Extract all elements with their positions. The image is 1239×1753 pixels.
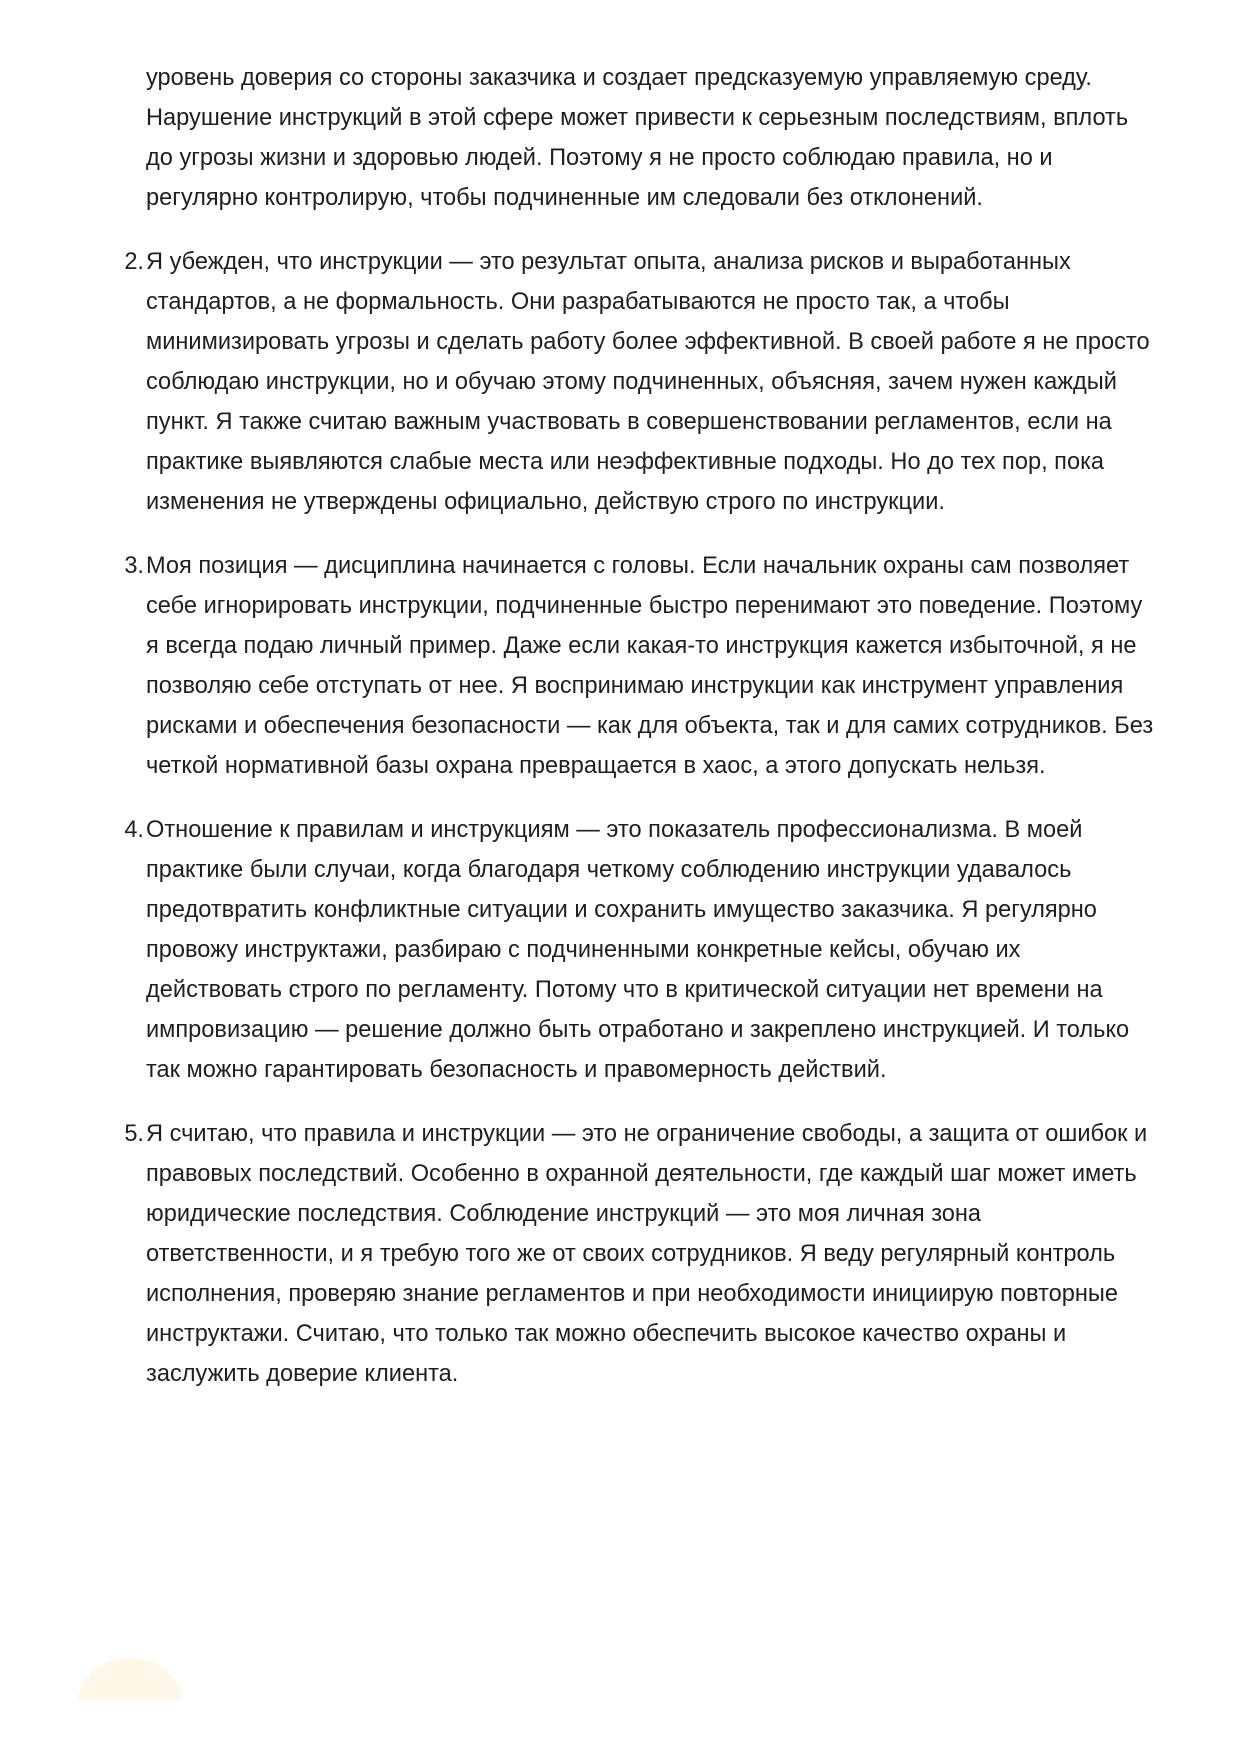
list-item-number: 2. — [124, 249, 144, 275]
list-item-number: 4. — [124, 817, 144, 843]
list-item-text: Моя позиция — дисциплина начинается с головы. Если начальник охраны сам позволяет себе игнорировать инструкции, подчиненные быстро перенимают это поведение. Поэтому я всегда подаю личный пример. Даже если какая-то инструкция кажется избыточной, я не позволяю себе отступать от нее. Я воспринимаю инструкции как инструмент управления рисками и обеспечения безопасности — как для объекта, так и для самих сотрудников. Без четкой нормативной базы охрана превращается в хаос, а этого допускать нельзя. — [146, 553, 1154, 779]
list-item-number: 5. — [124, 1121, 144, 1147]
list-item — [124, 1114, 1156, 1394]
list-item-text: Я считаю, что правила и инструкции — это не ограничение свободы, а защита от ошибок и правовых последствий. Особенно в охранной деятельности, где каждый шаг может иметь юридические последствия. Соблюдение инструкций — это моя личная зона ответственности, и я требую того же от своих сотрудников. Я веду регулярный контроль исполнения, проверяю знание регламентов и при необходимости инициирую повторные инструктажи. Считаю, что только так можно обеспечить высокое качество охраны и заслужить доверие клиента. — [146, 1121, 1148, 1387]
page-bottom-edge — [0, 1700, 1239, 1753]
list-item-text: Отношение к правилам и инструкциям — это показатель профессионализма. В моей практике были случаи, когда благодаря четкому соблюдению инструкции удавалось предотвратить конфликтные ситуации и сохранить имущество заказчика. Я регулярно провожу инструктажи, разбираю с подчиненными конкретные кейсы, обучаю их действовать строго по регламенту. Потому что в критической ситуации нет времени на импровизацию — решение должно быть отработано и закреплено инструкцией. И только так можно гарантировать безопасность и правомерность действий. — [146, 817, 1130, 1083]
list-item-text: Я убежден, что инструкции — это результат опыта, анализа рисков и выработанных стандартов, а не формальность. Они разрабатываются не просто так, а чтобы минимизировать угрозы и сделать работу более эффективной. В своей работе я не просто соблюдаю инструкции, но и обучаю этому подчиненных, объясняя, зачем нужен каждый пункт. Я также считаю важным участвовать в совершенствовании регламентов, если на практике выявляются слабые места или неэффективные подходы. Но до тех пор, пока изменения не утверждены официально, действую строго по инструкции. — [146, 249, 1150, 515]
list-item-number: 3. — [124, 553, 144, 579]
continued-paragraph: уровень доверия со стороны заказчика и создает предсказуемую управляемую среду. Нарушение инструкций в этой сфере может привести к серьезным последствиям, вплоть до угрозы жизни и здоровью людей. Поэтому я не просто соблюдаю правила, но и регулярно контролирую, чтобы подчиненные им следовали без отклонений. — [146, 65, 1129, 211]
list-item — [124, 810, 1156, 1090]
document-body — [124, 58, 1156, 1418]
list-item — [124, 546, 1156, 786]
list-item — [124, 242, 1156, 522]
